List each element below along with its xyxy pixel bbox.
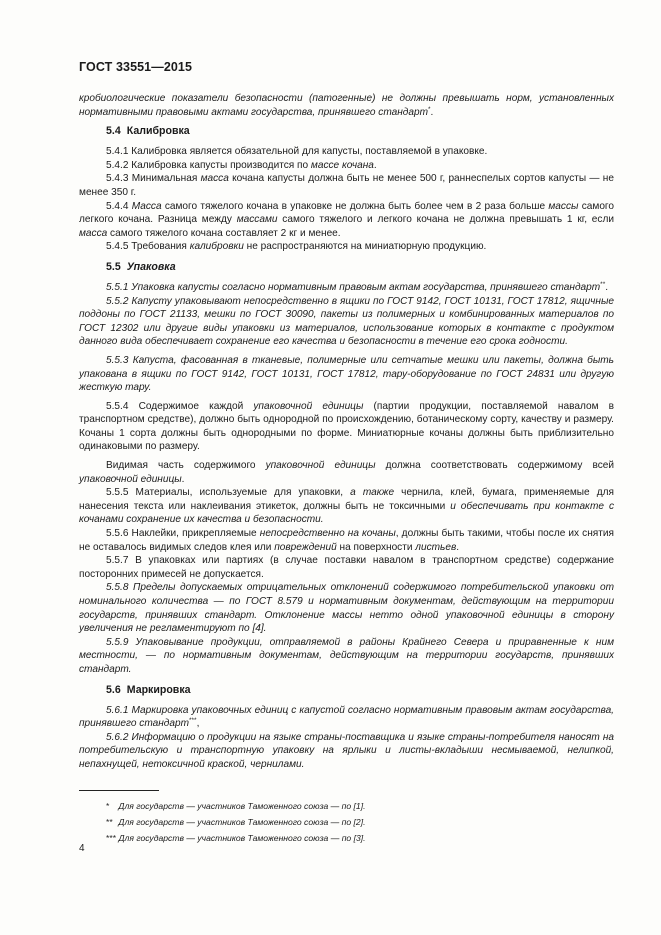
footnote <box>79 798 614 814</box>
text: 5.5.5 Материалы, используемые для упаковки, <box>106 487 351 499</box>
footnotes <box>79 798 614 846</box>
text: Видимая часть содержимого <box>106 460 266 472</box>
punct: . <box>605 281 609 293</box>
term: упаковочной единицы <box>265 460 376 472</box>
clause-5-4-2 <box>79 159 614 173</box>
clause-5-5-4-visible <box>79 459 614 486</box>
text: не распространяются на миниатюрную продукцию. <box>243 241 487 253</box>
clause-5-5-9 <box>79 636 614 677</box>
text: 5.4.4 <box>106 200 132 212</box>
footnote-mark: * <box>106 801 110 811</box>
text: чернила, клей, бумага, применяемые для нанесения текста или наклеивания этикеток, должны быть не токсичными <box>79 487 614 512</box>
punct: , <box>196 718 200 730</box>
section-heading-5-4 <box>79 125 614 138</box>
term: масса <box>79 227 108 239</box>
intro-paragraph <box>79 92 614 119</box>
punct: . <box>181 473 185 485</box>
footnote-separator <box>79 790 159 791</box>
footnote <box>79 814 614 830</box>
footnote-text: Для государств — участников Таможенного союза — по [3]. <box>118 833 366 843</box>
text: должна соответствовать содержимому всей <box>375 460 614 472</box>
text: , должны быть такими, чтобы после их снятия не оставалось видимых следов клея или <box>79 528 614 553</box>
text: 5.5.9 Упаковывание продукции, отправляемой в районы Крайнего Севера и приравненные к ним местности, — по нормативным документам, действующим на территории государств, принявших стандарт. <box>79 636 614 675</box>
term: массы <box>548 200 579 212</box>
text: 5.6.1 Маркировка упаковочных единиц с капустой согласно нормативным правовым актам государства, принявшего стандарт <box>79 704 614 730</box>
clause-5-5-5 <box>79 486 614 527</box>
standard-code: ГОСТ 33551—2015 <box>79 60 193 74</box>
footnote-mark: *** <box>106 833 117 843</box>
clause-5-5-1 <box>79 281 614 295</box>
text: 5.4.3 Минимальная <box>106 173 201 185</box>
text: самого тяжелого кочана составляет 2 кг и менее. <box>107 227 341 239</box>
text: 5.5.6 Наклейки, прикрепляемые <box>106 528 260 540</box>
term: Масса <box>131 200 162 212</box>
term: упаковочной единицы <box>79 473 182 485</box>
text: самого легкого кочана. Разница между <box>79 200 615 226</box>
term: массе кочана <box>310 159 374 171</box>
clause-5-6-1 <box>79 704 614 731</box>
section-number: 5.4 <box>106 125 121 138</box>
footnote-ref: *** <box>189 717 197 725</box>
footnote <box>79 830 614 846</box>
text: (партии продукции, поставляемой навалом в транспортном средстве), должно быть однородной по происхождению, ботаническому сорту, качеству и размеру. Кочаны 1 сорта должны быть однородными по форме. Миниатюрные кочаны должны быть приблизительно одинаковыми по размеру. <box>79 400 615 453</box>
text: на поверхности <box>336 541 416 553</box>
section-title: Калибровка <box>126 125 190 138</box>
section-title: Упаковка <box>126 260 176 273</box>
text: 5.5.8 Пределы допускаемых отрицательных отклонений содержимого потребительской упаковки от номинального количества — по ГОСТ 8.579 и нормативным документам, действующим на территории государств, принявших стандарт. Отклонение массы нетто одной упаковочной единицы в сторону увеличения не регламентируют по [4]. <box>79 582 614 635</box>
section-number: 5.5 <box>106 260 121 273</box>
clause-5-5-3 <box>79 354 614 395</box>
clause-5-5-4 <box>79 400 614 454</box>
term: и обеспечивать при контакте с кочанами сохранение их качества и безопасности. <box>79 500 614 526</box>
term: непосредственно на кочаны <box>259 528 396 540</box>
punct: . <box>430 106 434 118</box>
term: повреждений <box>274 541 337 553</box>
section-title: Маркировка <box>126 683 191 696</box>
text: самого тяжелого и легкого кочана не должна превышать 1 кг, если <box>277 214 614 226</box>
clause-5-4-3 <box>79 172 614 199</box>
punct: . <box>373 159 377 171</box>
clause-5-5-7: 5.5.7 В упаковках или партиях (в случае поставки навалом в транспортном средстве) содержание посторонних примесей не допускается. <box>79 555 614 580</box>
footnote-ref: ** <box>600 280 606 288</box>
term: массами <box>236 214 278 226</box>
section-heading-5-6 <box>79 684 614 697</box>
text: 5.5.4 Содержимое каждой <box>106 400 254 412</box>
clause-5-5-6 <box>79 527 614 554</box>
text: 5.5.2 Капусту упаковывают непосредственно в ящики по ГОСТ 9142, ГОСТ 10131, ГОСТ 17812, ящичные поддоны по ГОСТ 21133, мешки по ГОСТ 30090, пакеты из полимерных и комбинированных материалов по ГОСТ 12302 или другие виды упаковки из материалов, использование которых в контакте с продуктом данного вида обеспечивает сохранение его качества и безопасности в течение его срока годности. <box>79 295 614 348</box>
text: кочана капусты должна быть не менее 500 г, раннеспелых сортов капусты — не менее 350 г. <box>79 173 614 198</box>
punct: . <box>456 541 460 553</box>
document-body <box>79 92 614 772</box>
section-number: 5.6 <box>106 683 121 696</box>
footnote-text: Для государств — участников Таможенного союза — по [1]. <box>118 801 366 811</box>
clause-5-5-2 <box>79 295 614 349</box>
clause-5-4-4 <box>79 200 614 241</box>
intro-text: кробиологические показатели безопасности (патогенные) не должны превышать норм, установленных нормативными правовыми актами государства, принявшего стандарт <box>79 93 614 118</box>
term: калибровки <box>189 241 244 253</box>
section-heading-5-5 <box>79 261 614 274</box>
clause-5-4-5 <box>79 240 614 254</box>
text: самого тяжелого кочана в упаковке не должна быть более чем в 2 раза больше <box>161 200 549 212</box>
term: масса <box>200 173 229 185</box>
term: а также <box>350 487 395 499</box>
term: листьев <box>415 541 457 553</box>
page-number: 4 <box>79 843 85 854</box>
text: 5.4.2 Калибровка капусты производится по <box>106 159 311 171</box>
text: 5.5.1 Упаковка капусты согласно нормативным правовым актам государства, принявшего стандарт <box>106 281 601 293</box>
text: 5.6.2 Информацию о продукции на языке страны-поставщика и языке страны-потребителя наносят на потребительскую и транспортную упаковку на ярлыки и листы-вкладыши несмываемой, нелипкой, непахнущей, нетоксичной краской, чернилами. <box>79 731 614 770</box>
clause-5-5-8 <box>79 581 614 635</box>
term: упаковочной единицы <box>253 400 364 412</box>
clause-5-4-1: 5.4.1 Калибровка является обязательной для капусты, поставляемой в упаковке. <box>106 146 488 158</box>
text: 5.4.5 Требования <box>106 241 190 253</box>
footnote-text: Для государств — участников Таможенного союза — по [2]. <box>118 817 366 827</box>
clause-5-6-2 <box>79 731 614 772</box>
text: 5.5.3 Капуста, фасованная в тканевые, полимерные или сетчатые мешки или пакеты, должна быть упакована в ящики по ГОСТ 9142, ГОСТ 10131, ГОСТ 17812, тару-оборудование по ГОСТ 24831 или другую жесткую тару. <box>79 354 614 394</box>
footnote-ref: * <box>428 105 431 113</box>
footnote-mark: ** <box>106 817 113 827</box>
